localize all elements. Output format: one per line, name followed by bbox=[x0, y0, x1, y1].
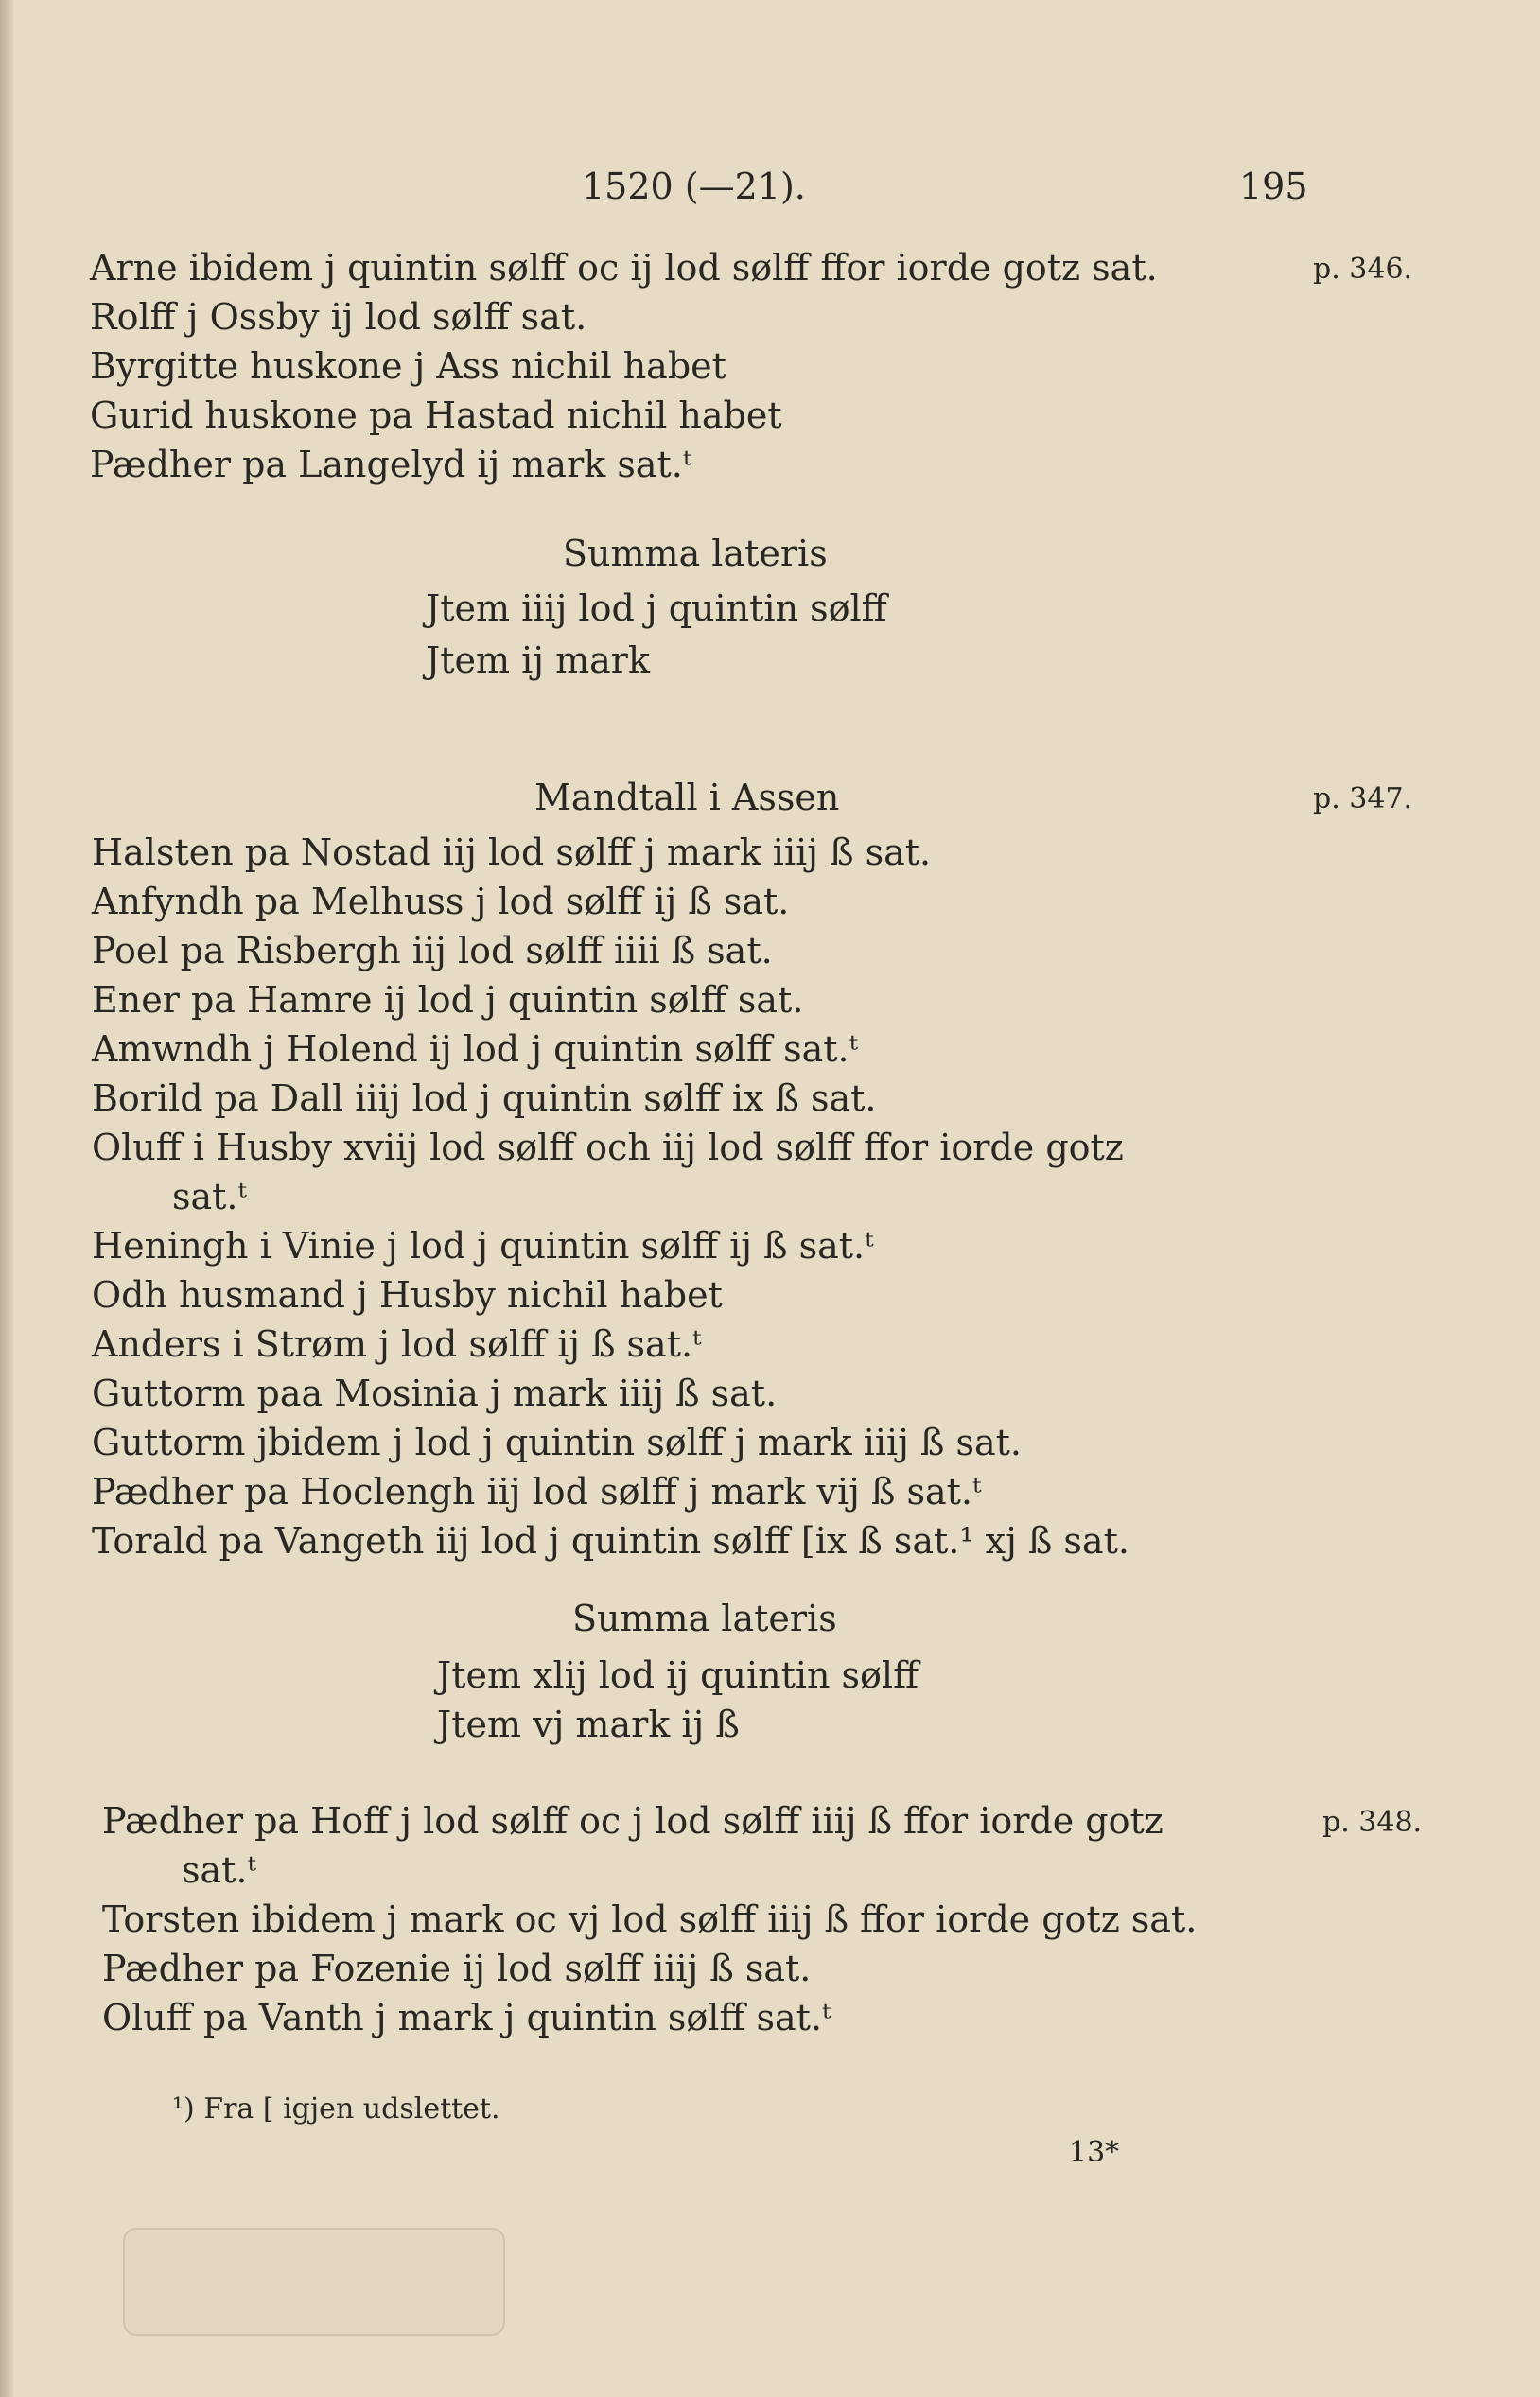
text-line: sat.ᵗ bbox=[172, 1176, 247, 1217]
text-line: Pædher pa Hoclengh iij lod sølff j mark vij ß sat.ᵗ bbox=[92, 1471, 982, 1513]
text-line: Anders i Strøm j lod sølff ij ß sat.ᵗ bbox=[92, 1323, 702, 1365]
text-line: Amwndh j Holend ij lod j quintin sølff sat.ᵗ bbox=[92, 1028, 858, 1070]
text-line: Gurid huskone pa Hastad nichil habet bbox=[90, 394, 782, 436]
paper-clip-mark bbox=[123, 2228, 505, 2336]
margin-reference: p. 348. bbox=[1322, 1806, 1423, 1839]
page-header bbox=[0, 166, 1540, 222]
text-line: Torsten ibidem j mark oc vj lod sølff iiij ß ffor iorde gotz sat. bbox=[102, 1898, 1198, 1940]
footnote: ¹) Fra [ igjen udslettet. bbox=[172, 2092, 500, 2126]
text-line: Poel pa Risbergh iij lod sølff iiii ß sat. bbox=[92, 930, 773, 971]
text-line: Guttorm jbidem j lod j quintin sølff j mark iiij ß sat. bbox=[92, 1422, 1022, 1463]
text-line: Oluff i Husby xviij lod sølff och iij lod sølff ffor iorde gotz bbox=[92, 1127, 1124, 1168]
section-heading: Mandtall i Assen bbox=[534, 777, 840, 818]
signature-mark: 13* bbox=[1069, 2136, 1120, 2169]
text-line: Borild pa Dall iiij lod j quintin sølff ix ß sat. bbox=[92, 1077, 877, 1119]
text-line: Odh husmand j Husby nichil habet bbox=[92, 1274, 723, 1316]
text-line: sat.ᵗ bbox=[182, 1849, 256, 1891]
text-line: Torald pa Vangeth iij lod j quintin sølff [ix ß sat.¹ xj ß sat. bbox=[92, 1520, 1129, 1562]
margin-reference: p. 346. bbox=[1313, 253, 1413, 286]
text-line: Pædher pa Langelyd ij mark sat.ᵗ bbox=[90, 444, 692, 485]
header-year: 1520 (—21). bbox=[582, 166, 806, 207]
text-line: Oluff pa Vanth j mark j quintin sølff sat.ᵗ bbox=[102, 1997, 831, 2038]
text-line: Pædher pa Fozenie ij lod sølff iiij ß sat. bbox=[102, 1948, 812, 1989]
summa-heading: Summa lateris bbox=[572, 1598, 837, 1639]
summa-line: Jtem iiij lod j quintin sølff bbox=[426, 587, 887, 629]
text-line: Guttorm paa Mosinia j mark iiij ß sat. bbox=[92, 1373, 778, 1414]
summa-line: Jtem xlij lod ij quintin sølff bbox=[437, 1654, 919, 1696]
summa-line: Jtem ij mark bbox=[426, 639, 650, 681]
text-line: Anfyndh pa Melhuss j lod sølff ij ß sat. bbox=[92, 881, 790, 922]
text-line: Rolff j Ossby ij lod sølff sat. bbox=[90, 296, 587, 338]
text-line: Ener pa Hamre ij lod j quintin sølff sat. bbox=[92, 979, 804, 1021]
summa-line: Jtem vj mark ij ß bbox=[437, 1704, 740, 1745]
margin-reference: p. 347. bbox=[1313, 782, 1413, 815]
page-edge bbox=[0, 0, 13, 2397]
page-number: 195 bbox=[1239, 166, 1308, 207]
text-line: Heningh i Vinie j lod j quintin sølff ij ß sat.ᵗ bbox=[92, 1225, 874, 1267]
text-line: Pædher pa Hoff j lod sølff oc j lod sølff iiij ß ffor iorde gotz bbox=[102, 1800, 1164, 1842]
summa-heading: Summa lateris bbox=[563, 533, 828, 574]
text-line: Arne ibidem j quintin sølff oc ij lod sølff ffor iorde gotz sat. bbox=[90, 247, 1158, 289]
text-line: Byrgitte huskone j Ass nichil habet bbox=[90, 345, 726, 387]
text-line: Halsten pa Nostad iij lod sølff j mark iiij ß sat. bbox=[92, 831, 932, 873]
